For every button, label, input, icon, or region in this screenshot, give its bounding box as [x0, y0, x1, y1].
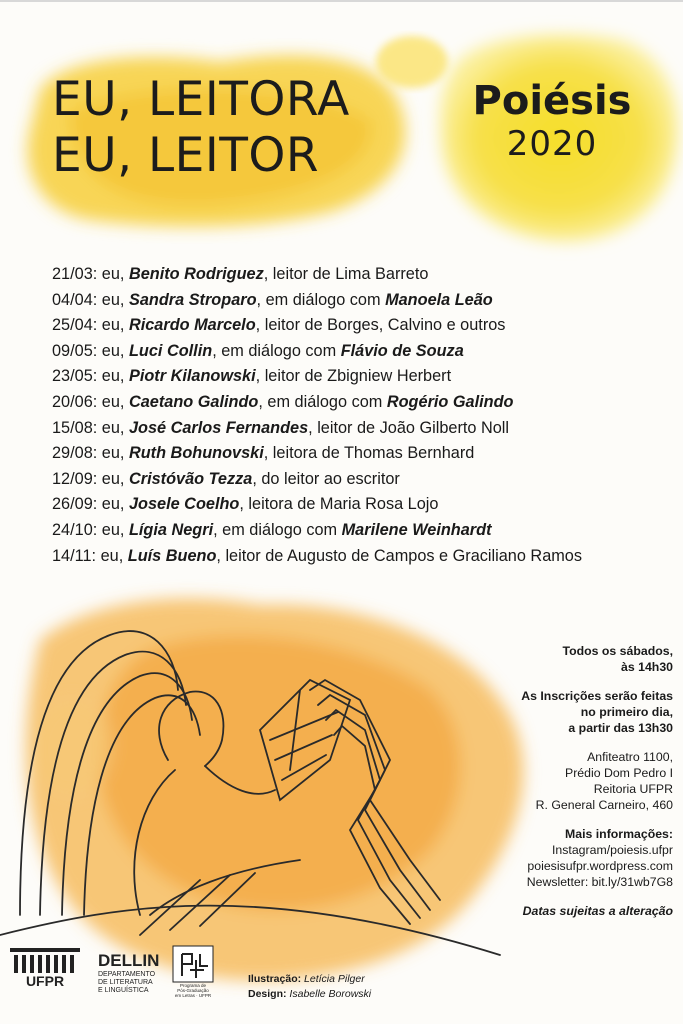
illustration-credit: [248, 972, 371, 987]
schedule-item: [52, 390, 672, 416]
title-line-2: EU, LEITOR: [52, 128, 320, 183]
schedule-prefix: eu,: [97, 341, 129, 360]
title-line-1: EU, LEITORA: [52, 72, 350, 127]
logos-row: [10, 944, 240, 1004]
schedule-info: [433, 643, 673, 675]
schedule-topic: , do leitor ao escritor: [252, 469, 400, 488]
ppgl-logo: [173, 946, 213, 998]
schedule-prefix: eu,: [97, 392, 129, 411]
schedule-date: 20/06:: [52, 392, 98, 411]
registration-line-1: As Inscrições serão feitas: [521, 689, 673, 703]
schedule-item: [52, 364, 672, 390]
schedule-prefix: eu,: [96, 546, 128, 565]
schedule-date: 14/11:: [52, 546, 97, 565]
schedule-prefix: eu,: [97, 316, 129, 335]
schedule-speaker: Luci Collin: [128, 341, 213, 360]
schedule-prefix: eu,: [97, 495, 129, 514]
partner-logos: [10, 944, 240, 999]
schedule-topic: , em diálogo com: [258, 392, 387, 411]
when-line-2: às 14h30: [621, 660, 673, 674]
schedule-prefix: eu,: [97, 444, 129, 463]
schedule-speaker: Benito Rodriguez: [128, 265, 264, 283]
schedule-prefix: eu,: [97, 520, 129, 539]
credits: [248, 972, 371, 1002]
schedule-list: [52, 262, 672, 569]
illustration-name: Letícia Pilger: [301, 973, 365, 985]
venue-line-3: Reitoria UFPR: [593, 782, 673, 796]
schedule-date: 21/03:: [52, 265, 98, 283]
schedule-topic: , leitor de Augusto de Campos e Graciliano Ramos: [216, 546, 583, 565]
schedule-date: 26/09:: [52, 495, 98, 514]
schedule-speaker: Ricardo Marcelo: [128, 316, 256, 335]
contact-title: Mais informações:: [565, 827, 673, 841]
event-info: [433, 643, 673, 932]
dellin-sub-3: E LINGUÍSTICA: [98, 987, 149, 994]
schedule-item: [52, 492, 672, 518]
schedule-date: 23/05:: [52, 367, 98, 386]
when-line-1: Todos os sábados,: [562, 644, 673, 658]
schedule-speaker: Luís Bueno: [127, 546, 217, 565]
schedule-topic: , leitor de Borges, Calvino e outros: [255, 316, 506, 335]
website-link[interactable]: poiesisufpr.wordpress.com: [527, 859, 673, 873]
schedule-item: [52, 441, 672, 467]
dellin-sub-2: DE LITERATURA: [98, 979, 153, 986]
schedule-item: [52, 339, 672, 365]
design-label: Design:: [248, 988, 287, 1000]
schedule-item: [52, 313, 672, 339]
schedule-partner: Rogério Galindo: [386, 392, 514, 411]
schedule-speaker: Josele Coelho: [128, 495, 240, 514]
ppgl-line-2: Pós-Graduação: [177, 988, 209, 993]
schedule-topic: , leitor de João Gilberto Noll: [308, 418, 510, 437]
venue-line-4: R. General Carneiro, 460: [535, 798, 673, 812]
ufpr-logo: [10, 948, 80, 989]
schedule-date: 25/04:: [52, 316, 98, 335]
event-title: [52, 72, 350, 184]
schedule-topic: , leitor de Zbigniew Herbert: [255, 367, 452, 386]
venue-line-1: Anfiteatro 1100,: [587, 750, 673, 764]
schedule-prefix: eu,: [97, 418, 129, 437]
venue-info: [433, 749, 673, 813]
small-splash: [376, 36, 448, 88]
schedule-speaker: Caetano Galindo: [128, 392, 259, 411]
schedule-item: [52, 288, 672, 314]
dates-note: Datas sujeitas a alteração: [522, 904, 673, 918]
design-name: Isabelle Borowski: [286, 988, 372, 1000]
schedule-prefix: eu,: [97, 469, 129, 488]
schedule-topic: , leitora de Thomas Bernhard: [263, 444, 475, 463]
design-credit: [248, 987, 371, 1002]
instagram-link[interactable]: Instagram/poiesis.ufpr: [552, 843, 673, 857]
venue-line-2: Prédio Dom Pedro I: [565, 766, 673, 780]
schedule-speaker: José Carlos Fernandes: [128, 418, 309, 437]
dellin-sub-1: DEPARTAMENTO: [98, 971, 156, 978]
schedule-date: 29/08:: [52, 444, 98, 463]
schedule-date: 04/04:: [52, 290, 98, 309]
schedule-item: [52, 467, 672, 493]
schedule-date: 24/10:: [52, 520, 98, 539]
schedule-date: 15/08:: [52, 418, 98, 437]
ufpr-label: UFPR: [25, 973, 65, 989]
schedule-item: [52, 262, 672, 288]
contact-info: [433, 826, 673, 890]
dellin-label: DELLIN: [98, 951, 160, 970]
schedule-topic: , em diálogo com: [213, 520, 342, 539]
schedule-prefix: eu,: [97, 265, 129, 283]
registration-info: [433, 688, 673, 736]
schedule-speaker: Ruth Bohunovski: [128, 444, 264, 463]
dellin-logo: [98, 951, 159, 994]
schedule-topic: , leitor de Lima Barreto: [263, 265, 429, 283]
schedule-item: [52, 518, 672, 544]
illustration-label: Ilustração:: [248, 973, 302, 985]
schedule-speaker: Sandra Stroparo: [128, 290, 257, 309]
schedule-date: 09/05:: [52, 341, 98, 360]
ppgl-line-3: em Letras · UFPR: [174, 993, 212, 998]
schedule-item: [52, 544, 672, 570]
schedule-speaker: Cristóvão Tezza: [128, 469, 253, 488]
schedule-topic: , em diálogo com: [256, 290, 386, 309]
schedule-prefix: eu,: [97, 367, 129, 386]
schedule-topic: , em diálogo com: [212, 341, 341, 360]
ppgl-line-1: Programa de: [179, 983, 207, 988]
schedule-speaker: Lígia Negri: [128, 520, 214, 539]
schedule-partner: Manoela Leão: [385, 290, 493, 309]
brand-year: 2020: [506, 124, 598, 164]
schedule-partner: Marilene Weinhardt: [341, 520, 492, 539]
registration-line-2: no primeiro dia,: [580, 705, 673, 719]
schedule-item: [52, 416, 672, 442]
brand-name: Poiésis: [472, 78, 632, 124]
schedule-prefix: eu,: [97, 290, 129, 309]
schedule-speaker: Piotr Kilanowski: [128, 367, 256, 386]
newsletter-link[interactable]: Newsletter: bit.ly/31wb7G8: [526, 875, 673, 889]
schedule-topic: , leitora de Maria Rosa Lojo: [239, 495, 439, 514]
schedule-partner: Flávio de Souza: [340, 341, 464, 360]
schedule-date: 12/09:: [52, 469, 98, 488]
registration-line-3: a partir das 13h30: [568, 721, 673, 735]
brand-block: [462, 78, 642, 164]
